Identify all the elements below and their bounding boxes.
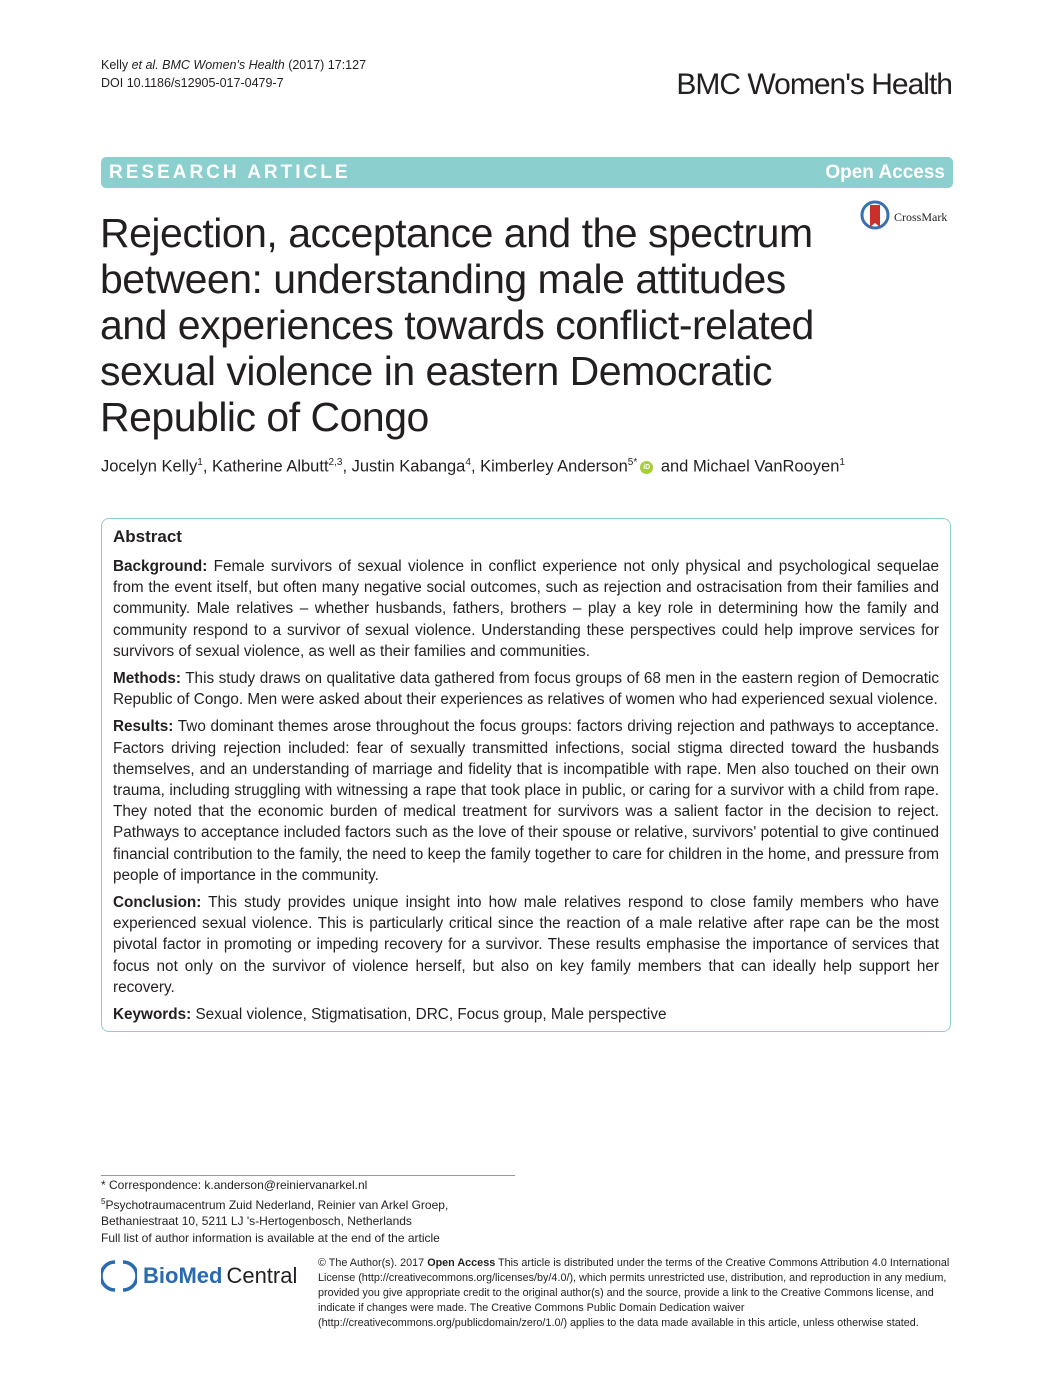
crossmark-label: CrossMark (894, 209, 948, 224)
affiliation-address: Bethaniestraat 10, 5211 LJ 's-Hertogenbosch, Netherlands (101, 1214, 412, 1228)
correspondence: * Correspondence: k.anderson@reiniervanarkel.nl (101, 1178, 368, 1192)
publisher-bio: BioMed (143, 1263, 223, 1288)
biomed-central-logo (101, 1258, 297, 1294)
section-text: Sexual violence, Stigmatisation, DRC, Focus group, Male perspective (191, 1006, 667, 1024)
separator: , (202, 457, 213, 476)
affiliation-sup: 4 (465, 457, 471, 468)
license-body: This article is distributed under the terms of the Creative Commons Attribution 4.0 International License (http://creativecommons.org/licenses/by/4.0/), which permits unrestricted use, distribution, and reproduction in any medium, provided you give appropriate credit to the original author(s) and the source, provide a link to the Creative Commons license, and indicate if changes were made. The Creative Commons Public Domain Dedication waiver (http://creativecommons.org/publicdomain/zero/1.0/) applies to the data made available in this article, unless otherwise stated. (318, 1257, 950, 1329)
author-list (101, 457, 845, 477)
abstract-heading: Abstract (113, 527, 182, 546)
abstract-keywords (113, 1004, 939, 1025)
citation-header (101, 56, 366, 92)
affiliation-sup: 5 (101, 1196, 106, 1206)
affiliation-sup: 2,3 (328, 457, 343, 468)
open-access-label: Open Access (825, 162, 945, 183)
affiliation (101, 1194, 448, 1214)
abstract-box (101, 518, 951, 1032)
section-text: This study provides unique insight into how male relatives respond to close family members who have experienced sexual violence. This is particularly critical since the reaction of a male relative after rape can be the most pivotal factor in promoting or impeding recovery for a survivor. These results emphasise the importance of services that focus not only on the survivor of violence herself, but also on key family members that can ideally help support her recovery. (113, 894, 939, 996)
author-name[interactable]: Katherine Albutt (212, 457, 329, 476)
author-name[interactable]: Kimberley Anderson (480, 457, 628, 476)
section-label: Background: (113, 558, 208, 575)
copyright: © The Author(s). 2017 (318, 1257, 428, 1269)
section-text: Two dominant themes arose throughout the focus groups: factors driving rejection and pathways to acceptance. Factors driving rejection included: fear of sexually transmitted infections, social stigma directed toward the husbands themselves, and an understanding of marriage and fidelity that is incompatible with rape. Men also touched on their own trauma, including struggling with witnessing a rape that took place in public, or caring for a survivor with a child from rape. They noted that the economic burden of medical treatment for survivors was a salient factor in the decision to reject. Pathways to acceptance included factors such as the love of their spouse or relative, survivors' potential to give continued financial contribution to the family, the need to keep the family together to care for children in the home, and pressure from people of importance in the community. (113, 718, 939, 884)
author-name[interactable]: Justin Kabanga (351, 457, 466, 476)
affiliation-sup: 1 (197, 457, 203, 468)
affiliation-line: Psychotraumacentrum Zuid Nederland, Reinier van Arkel Groep, (105, 1197, 449, 1212)
doi: DOI 10.1186/s12905-017-0479-7 (101, 76, 284, 90)
citation-journal: et al. BMC Women's Health (131, 58, 285, 72)
orcid-icon[interactable]: iD (640, 461, 653, 474)
crossmark-badge[interactable] (860, 199, 947, 235)
open-access-bold: Open Access (427, 1257, 496, 1269)
license-text (318, 1256, 958, 1331)
abstract-background (113, 556, 939, 662)
citation-volume: (2017) 17:127 (284, 58, 367, 72)
section-label: Results: (113, 718, 174, 736)
abstract-results (113, 716, 939, 886)
journal-name: BMC Women's Health (676, 68, 952, 101)
affiliation-sup: 1 (839, 457, 845, 468)
citation-author: Kelly (101, 58, 132, 72)
section-label: Conclusion: (113, 894, 202, 912)
section-text: This study draws on qualitative data gathered from focus groups of 68 men in the eastern region of Democratic Republic of Congo. Men were asked about their experiences as relatives of women who had experienced sexual violence. (113, 670, 939, 709)
footnotes (101, 1177, 448, 1246)
abstract-methods (113, 668, 939, 710)
separator: , (470, 457, 481, 476)
full-author-info-note: Full list of author information is available at the end of the article (101, 1230, 440, 1245)
section-label: Methods: (113, 670, 181, 688)
article-type: RESEARCH ARTICLE (109, 162, 351, 183)
author-name[interactable]: Michael VanRooyen (692, 457, 840, 476)
article-title: Rejection, acceptance and the spectrum between: understanding male attitudes and experiences towards conflict-related sexual violence in eastern Democratic Republic of Congo (100, 210, 814, 440)
crossmark-icon (860, 199, 890, 235)
publisher-central: Central (226, 1263, 298, 1288)
separator: and (656, 457, 693, 476)
article-type-banner (101, 157, 953, 188)
separator: , (342, 457, 352, 476)
abstract-conclusion (113, 892, 939, 998)
biomed-central-icon (101, 1258, 137, 1294)
affiliation-sup: 5* (627, 457, 638, 468)
footnote-divider (101, 1175, 515, 1176)
author-name[interactable]: Jocelyn Kelly (101, 457, 198, 476)
section-text: Female survivors of sexual violence in conflict experience not only physical and psychological sequelae from the event itself, but often many negative social outcomes, such as rejection and ostracisation from their families and community. Male relatives – whether husbands, fathers, brothers – play a key role in determining how the family and community respond to a survivor of sexual violence. Understanding these perspectives could help improve services for survivors of sexual violence, as well as their families and communities. (113, 558, 939, 660)
section-label: Keywords: (113, 1006, 192, 1024)
